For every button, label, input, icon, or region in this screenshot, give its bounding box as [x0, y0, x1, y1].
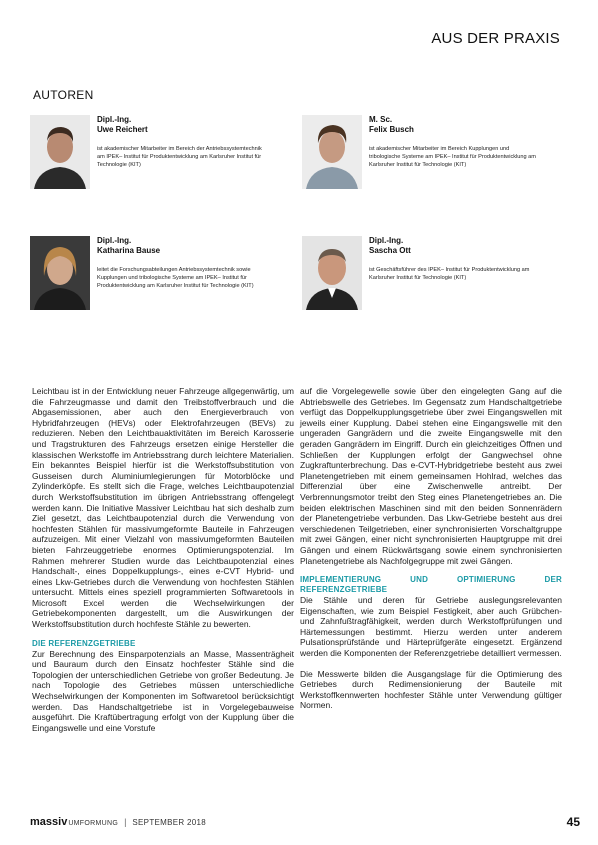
author-card — [302, 115, 542, 215]
section-header: AUS DER PRAXIS — [431, 30, 560, 47]
author-title: M. Sc. — [369, 115, 393, 124]
subheading: IMPLEMENTIERUNG UND OPTIMIERUNG DER REFERENZGETRIEBE — [300, 575, 562, 595]
footer-separator: | — [124, 817, 127, 827]
author-description: ist akademischer Mitarbeiter im Bereich Kupplungen und tribologische Systeme am IPEK– Institut für Produktentwicklung am Karlsruher Institut für Technologie (KIT) — [369, 146, 536, 168]
brand-name: massiv — [30, 816, 68, 828]
author-name: Katharina Bause — [97, 246, 161, 255]
issue-date: SEPTEMBER 2018 — [132, 818, 206, 827]
author-photo — [302, 236, 362, 310]
author-description: ist Geschäftsführer des IPEK– Institut für Produktentwicklung am Karlsruher Institut für Technologie (KIT) — [369, 267, 530, 281]
author-name: Felix Busch — [369, 125, 414, 134]
author-name: Sascha Ott — [369, 246, 411, 255]
body-column-left — [32, 386, 294, 733]
author-title: Dipl.-Ing. — [97, 236, 132, 245]
authors-heading: AUTOREN — [33, 88, 94, 102]
body-column-right — [300, 386, 562, 711]
footer — [30, 816, 206, 828]
author-photo — [302, 115, 362, 189]
author-title: Dipl.-Ing. — [97, 115, 132, 124]
body-paragraph: Die Messwerte bilden die Ausgangslage für die Optimierung des Getriebes durch Redimensionierung der Bauteile mit Werkstoffkennwerten hochfester Stähle unter Verwendung gültiger Normen. — [300, 668, 562, 711]
author-card — [30, 236, 270, 336]
body-paragraph: auf die Vorgelegewelle sowie über den eingelegten Gang auf die Abtriebswelle des Getriebes. Im Gegensatz zum Handschaltgetriebe verfügt das Doppelkupplungsgetriebe über zwei Eingangswellen mit jeweils einer Kupplung. Dabei stehen eine Eingangswelle mit den ungeraden Gangrädern und die zweite Eingangswelle mit den geraden Gangrädern im Eingriff. Durch ein gleichzeitiges Öffnen und Schließen der Kupplungen erfolgt der Gangwechsel ohne Zugkraftunterbrechung. Das e-CVT-Hybridgetriebe besteht aus zwei Planetengetrieben mit einem gemeinsamen Hohlrad, welches das Differenzial über eine Zwischenwelle antreibt. Der Verbrennungsmotor treibt den Steg eines Planetengetriebes an. Die beiden elektrischen Maschinen sind mit den beiden Sonnenrädern der Planetengetriebe verbunden. Das Lkw-Getriebe besteht aus drei verschiedenen Teilgetrieben, einer synchronisierten Vorschaltgruppe mit zwei Gängen, einer nicht synchronisierten Hauptgruppe mit drei Gängen und einem Rückwärtsgang sowie einem synchronisierten Planetengetriebe als Nachfolgegruppe mit zwei Gängen. — [300, 386, 562, 566]
author-name: Uwe Reichert — [97, 125, 148, 134]
author-description: ist akademischer Mitarbeiter im Bereich der Antriebssystemtechnik am IPEK– Institut für Produktentwicklung am Karlsruher Institut für Technologie (KIT) — [97, 146, 262, 168]
body-paragraph: Leichtbau ist in der Entwicklung neuer Fahrzeuge allgegenwärtig, um die Fahrzeugmasse und damit den Treibstoffverbrauch und die Abgasemissionen, aber auch den Energieverbrauch von Hybridfahrzeugen (HEVs) oder Elektrofahrzeugen (BEVs) zu reduzieren. Neben den Leichtbauaktivitäten im Bereich Karosserie und Tragstrukturen des Fahrzeugs ersetzen einige Hersteller die klassischen Werkstoffe im Antriebsstrang durch leichtere Materialien. Ein bekanntes Beispiel hierfür ist die Werkstoffsubstitution von Gusseisen durch Aluminiumlegierungen für Motorblöcke und Zylinderköpfe. Es stellt sich die Frage, welches Leichtbaupotenzial durch Werkstoffsubstitution im übrigen Antriebsstrang offengelegt werden kann. Die Initiative Massiver Leichtbau hat sich deshalb zum Ziel gesetzt, das Leichtbaupotenzial durch die Verwendung von hochfesten Stählen für massivumgeformte Bauteile in Fahrzeugen aufzuzeigen. Mit einer Vielzahl von massivumgeformten Bauteilen bieten Fahrzeuggetriebe enormes Optimierungspotenzial. Im Rahmen mehrerer Studien wurde das Leichtbaupotenzial eines Handschalt-, eines Doppelkupplungs-, eines e-CVT Hybrid- und eines Lkw-Getriebes durch die Verwendung von hochfesten Stählen untersucht. Mittels eines speziell programmierten Softwaretools in Microsoft Excel werden die Wechselwirkungen der Getriebekomponenten dargestellt, um die Auswirkungen der Werkstoffsubstitution durch hochfeste Stähle zu bewerten. — [32, 386, 294, 630]
brand-suffix: UMFORMUNG — [68, 820, 119, 827]
author-description: leitet die Forschungsabteilungen Antriebssystemtechnik sowie Kupplungen und tribologische Systeme am IPEK– Institut für Produktentwicklung am Karlsruher Institut für Technologie (KIT) — [97, 267, 254, 289]
author-photo — [30, 236, 90, 310]
author-title: Dipl.-Ing. — [369, 236, 404, 245]
author-card — [30, 115, 270, 215]
author-card — [302, 236, 542, 336]
body-paragraph: Die Stähle und deren für Getriebe auslegungsrelevanten Eigenschaften, wie zum Beispiel Festigkeit, aber auch Grübchen- und Zahnfußtragfähigkeit, werden durch Werkstoffprüfungen und Härtemessungen bestimmt. Hierzu werden unter anderem Pulsationsprüfstände und Härteprüfgeräte eingesetzt. Ergänzend werden die Komponenten der Referenzgetriebe detailliert vermessen. — [300, 595, 562, 659]
subheading: DIE REFERENZGETRIEBE — [32, 638, 136, 648]
body-paragraph: Zur Berechnung des Einsparpotenzials an Masse, Massenträgheit und Bauraum durch den Einsatz hochfester Stähle sind die Topologien der unterschiedlichen Getriebe von großer Bedeutung. Je nach Topologie des Getriebes müssen unterschiedliche Wechselwirkungen der Komponenten im Softwaretool berücksichtigt werden. Das Handschaltgetriebe ist in Vorgelegebauweise ausgeführt. Die Kraftübertragung erfolgt von der Kupplung über die Eingangswelle und eine Vorstufe — [32, 648, 294, 733]
page-number: 45 — [566, 815, 580, 829]
author-photo — [30, 115, 90, 189]
